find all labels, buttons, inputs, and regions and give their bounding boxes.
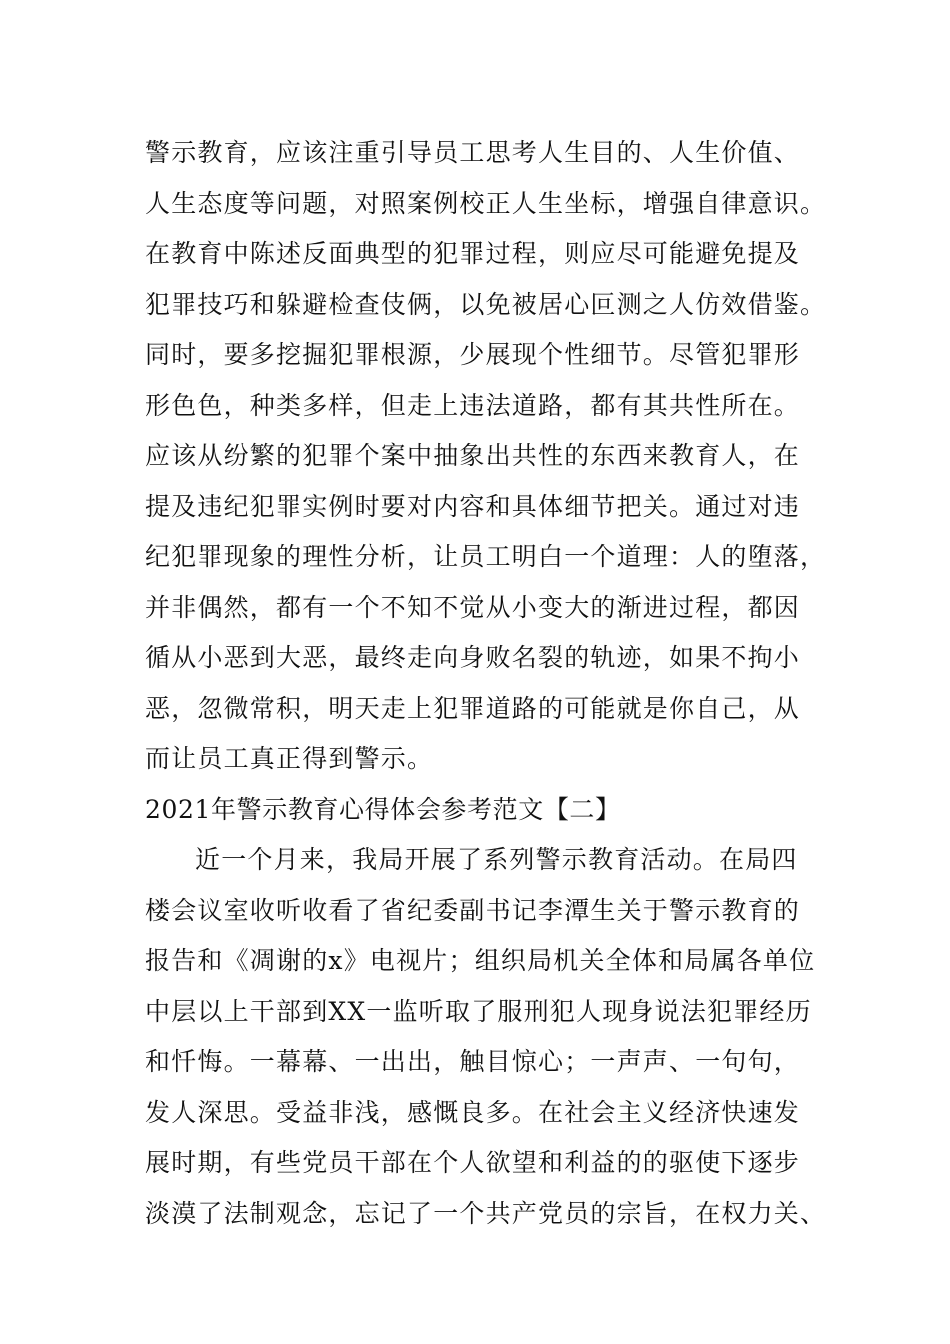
paragraph-2-line: 报告和《凋谢的x》电视片；组织局机关全体和局属各单位 [145,946,816,975]
paragraph-1-line: 在教育中陈述反面典型的犯罪过程，则应尽可能避免提及 [145,239,801,268]
section-heading: 2021年警示教育心得体会参考范文【二】 [145,794,621,824]
paragraph-1-line: 警示教育，应该注重引导员工思考人生目的、人生价值、 [145,138,801,167]
paragraph-2-line: 中层以上干部到XX一监听取了服刑犯人现身说法犯罪经历 [145,996,812,1026]
paragraph-2-line: 楼会议室收听收看了省纪委副书记李潭生关于警示教育的 [145,895,801,925]
paragraph-1-line: 同时，要多挖掘犯罪根源，少展现个性细节。尽管犯罪形 [145,340,801,369]
paragraph-2 [145,835,825,1239]
paragraph-2-line: 展时期，有些党员干部在个人欲望和利益的的驱使下逐步 [145,1148,801,1177]
paragraph-2-line: 和忏悔。一幕幕、一出出，触目惊心；一声声、一句句， [145,1047,801,1076]
paragraph-2-line: 淡漠了法制观念，忘记了一个共产党员的宗旨，在权力关、 [145,1198,827,1228]
paragraph-1 [145,128,825,785]
paragraph-1-line: 犯罪技巧和躲避检查伎俩，以免被居心叵测之人仿效借鉴。 [145,289,827,319]
paragraph-1-line: 纪犯罪现象的理性分析，让员工明白一个道理：人的堕落， [145,542,827,571]
paragraph-1-line: 恶，忽微常积，明天走上犯罪道路的可能就是你自己，从 [145,693,801,723]
paragraph-1-line: 人生态度等问题，对照案例校正人生坐标，增强自律意识。 [145,188,827,218]
paragraph-1-line: 提及违纪犯罪实例时要对内容和具体细节把关。通过对违 [145,491,801,521]
paragraph-1-line: 形色色，种类多样，但走上违法道路，都有其共性所在。 [145,390,801,420]
paragraph-1-line: 并非偶然，都有一个不知不觉从小变大的渐进过程，都因 [145,592,801,622]
document-body [145,128,825,1239]
paragraph-2-line: 近一个月来，我局开展了系列警示教育活动。在局四 [195,845,798,874]
paragraph-2-line: 发人深思。受益非浅，感慨良多。在社会主义经济快速发 [145,1097,801,1127]
paragraph-1-line: 循从小恶到大恶，最终走向身败名裂的轨迹，如果不拘小 [145,643,801,672]
paragraph-1-line: 而让员工真正得到警示。 [145,744,434,773]
paragraph-1-line: 应该从纷繁的犯罪个案中抽象出共性的东西来教育人，在 [145,441,801,470]
